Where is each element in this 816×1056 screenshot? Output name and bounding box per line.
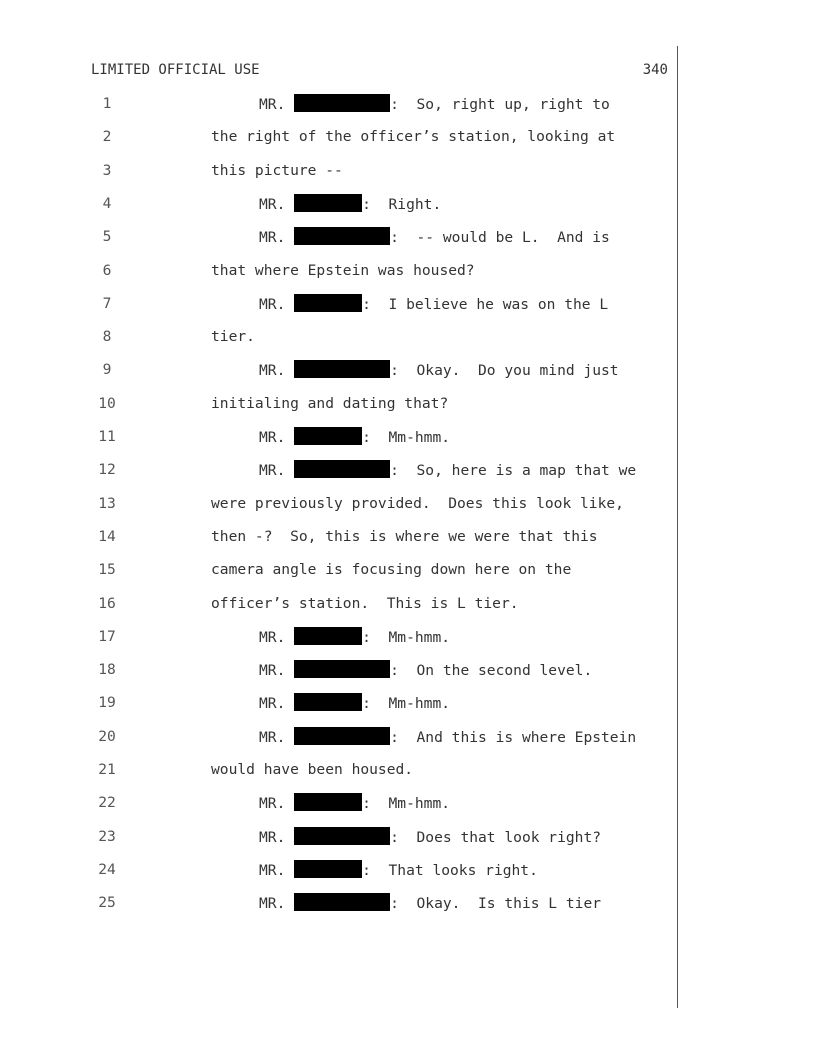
speaker-title: MR. [259,196,286,213]
line-number: 12 [98,461,116,478]
transcript-line [0,527,816,547]
redacted-name-box [294,294,362,312]
line-number: 22 [98,794,116,811]
transcript-line [0,494,816,514]
speaker-title: MR. [259,362,286,379]
transcript-line [0,294,816,314]
redacted-name-box [294,693,362,711]
page-number: 340 [642,62,668,78]
line-number: 19 [98,694,116,711]
line-number: 10 [98,395,116,412]
line-number: 16 [98,595,116,612]
spoken-text: : Right. [362,196,442,213]
speaker-line [259,94,610,115]
speaker-title: MR. [259,229,286,246]
speaker-title: MR. [259,895,286,912]
speaker-title: MR. [259,662,286,679]
transcript-line [0,360,816,380]
spoken-text: : That looks right. [362,862,538,879]
spoken-text: : Okay. Is this L tier [390,895,602,912]
redacted-name-box [294,227,390,245]
transcript-line [0,594,816,614]
classification-header: LIMITED OFFICIAL USE [91,62,260,78]
transcript-line [0,727,816,747]
spoken-text: : So, here is a map that we [390,462,637,479]
line-number: 5 [102,228,112,245]
continuation-text: that where Epstein was housed? [211,262,475,279]
speaker-title: MR. [259,862,286,879]
continuation-text: were previously provided. Does this look like, [211,495,624,512]
redacted-name-box [294,460,390,478]
speaker-title: MR. [259,462,286,479]
line-number: 20 [98,728,116,745]
line-number: 7 [102,295,112,312]
line-number: 11 [98,428,116,445]
speaker-line [259,460,636,481]
redacted-name-box [294,627,362,645]
transcript-line [0,760,816,780]
line-number: 1 [102,95,112,112]
transcript-line [0,261,816,281]
redacted-name-box [294,793,362,811]
continuation-text: camera angle is focusing down here on the [211,561,572,578]
speaker-line [259,294,608,315]
speaker-title: MR. [259,695,286,712]
spoken-text: : Okay. Do you mind just [390,362,619,379]
transcript-line [0,127,816,147]
transcript-line [0,194,816,214]
continuation-text: this picture -- [211,162,343,179]
line-number: 3 [102,162,112,179]
redacted-name-box [294,194,362,212]
speaker-line [259,793,450,814]
speaker-line [259,827,601,848]
line-number: 15 [98,561,116,578]
spoken-text: : I believe he was on the L [362,296,609,313]
speaker-title: MR. [259,729,286,746]
redacted-name-box [294,827,390,845]
speaker-line [259,360,619,381]
spoken-text: : So, right up, right to [390,96,610,113]
transcript-line [0,693,816,713]
redacted-name-box [294,660,390,678]
line-number: 4 [102,195,112,212]
spoken-text: : On the second level. [390,662,593,679]
spoken-text: : Mm-hmm. [362,629,451,646]
redacted-name-box [294,427,362,445]
line-number: 6 [102,262,112,279]
spoken-text: : And this is where Epstein [390,729,637,746]
speaker-line [259,227,610,248]
line-number: 14 [98,528,116,545]
speaker-line [259,427,450,448]
transcript-line [0,827,816,847]
speaker-line [259,893,601,914]
speaker-title: MR. [259,629,286,646]
transcript-line [0,660,816,680]
continuation-text: then -? So, this is where we were that this [211,528,598,545]
transcript-line [0,560,816,580]
continuation-text: initialing and dating that? [211,395,449,412]
redacted-name-box [294,360,390,378]
line-number: 23 [98,828,116,845]
line-number: 2 [102,128,112,145]
transcript-line [0,893,816,913]
line-number: 21 [98,761,116,778]
redacted-name-box [294,94,390,112]
transcript-line [0,161,816,181]
speaker-title: MR. [259,96,286,113]
line-number: 24 [98,861,116,878]
spoken-text: : Mm-hmm. [362,429,451,446]
line-number: 25 [98,894,116,911]
speaker-line [259,727,636,748]
transcript-line [0,394,816,414]
transcript-line [0,227,816,247]
line-number: 8 [102,328,112,345]
transcript-line [0,460,816,480]
continuation-text: tier. [211,328,255,345]
speaker-line [259,627,450,648]
speaker-title: MR. [259,429,286,446]
spoken-text: : Does that look right? [390,829,602,846]
continuation-text: officer’s station. This is L tier. [211,595,519,612]
spoken-text: : Mm-hmm. [362,695,451,712]
line-number: 9 [102,361,112,378]
redacted-name-box [294,727,390,745]
line-number: 13 [98,495,116,512]
transcript-line [0,94,816,114]
speaker-title: MR. [259,795,286,812]
transcript-line [0,427,816,447]
transcript-line [0,327,816,347]
transcript-line [0,793,816,813]
redacted-name-box [294,860,362,878]
line-number: 18 [98,661,116,678]
continuation-text: would have been housed. [211,761,414,778]
speaker-line [259,660,592,681]
spoken-text: : Mm-hmm. [362,795,451,812]
line-number: 17 [98,628,116,645]
speaker-title: MR. [259,296,286,313]
redacted-name-box [294,893,390,911]
continuation-text: the right of the officer’s station, looking at [211,128,616,145]
speaker-line [259,860,538,881]
spoken-text: : -- would be L. And is [390,229,610,246]
speaker-line [259,194,441,215]
transcript-line [0,627,816,647]
transcript-line [0,860,816,880]
speaker-title: MR. [259,829,286,846]
speaker-line [259,693,450,714]
